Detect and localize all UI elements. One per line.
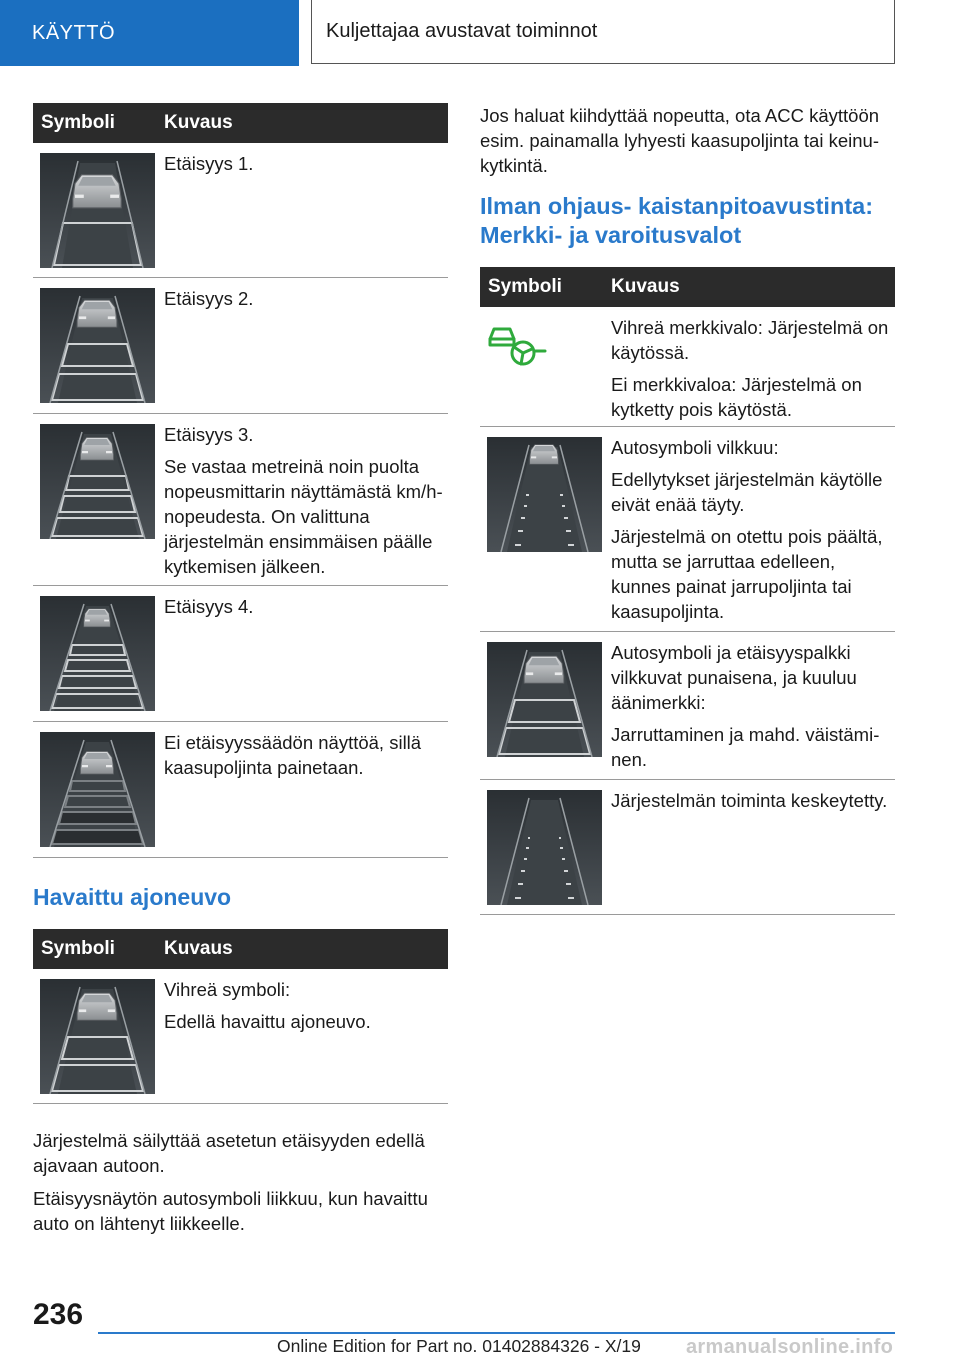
section-title: KÄYTTÖ xyxy=(32,21,116,44)
detected-vehicle-icon xyxy=(40,979,155,1094)
section-tab[interactable] xyxy=(0,0,299,66)
section-heading: Havaittu ajoneuvo xyxy=(33,884,232,910)
column-description: Kuvaus xyxy=(164,938,233,959)
table-row xyxy=(480,307,895,427)
distance-table-header xyxy=(33,103,448,143)
row-text: Autosymboli ja etäisyyspalkki vilkkuvat punaisena, ja kuuluu äänimerkki: xyxy=(611,642,857,713)
body-paragraph: Järjestelmä säilyttää asetetun etäisyyden edellä ajavaan autoon. xyxy=(33,1130,425,1176)
left-column xyxy=(33,103,448,1244)
table-row xyxy=(480,780,895,915)
indicator-table-header xyxy=(480,267,895,307)
row-text: Vihreä symboli: xyxy=(164,979,291,1000)
row-text: Autosymboli vilkkuu: xyxy=(611,437,779,458)
row-text: Etäisyys 2. xyxy=(164,288,254,309)
column-description: Kuvaus xyxy=(611,276,680,297)
footer-divider xyxy=(98,1332,895,1334)
table-row xyxy=(33,278,448,414)
steering-assist-green-icon xyxy=(487,321,549,367)
row-text: Edellä havaittu ajoneuvo. xyxy=(164,1011,371,1032)
distance-2-icon xyxy=(40,288,155,403)
row-text: Edellytykset järjestelmän käytölle eivät enää täyty. xyxy=(611,469,883,515)
row-text: Ei merkkivaloa: Järjestelmä on kytketty pois käytöstä. xyxy=(611,374,862,420)
table-row xyxy=(33,143,448,278)
row-text: Etäisyys 3. xyxy=(164,424,254,445)
car-symbol-flashing-icon xyxy=(487,437,602,552)
body-paragraph: Etäisyysnäytön autosymboli liikkuu, kun havaittu auto on lähtenyt liikkeelle. xyxy=(33,1188,428,1234)
table-row xyxy=(480,427,895,632)
car-symbol-red-icon xyxy=(487,642,602,757)
system-interrupted-icon xyxy=(487,790,602,905)
intro-paragraph: Jos haluat kiihdyttää nopeutta, ota ACC käyttöön esim. painamalla lyhyesti kaasupoljinta tai keinukytkintä. xyxy=(480,105,880,176)
column-description: Kuvaus xyxy=(164,112,233,133)
row-text: Jarruttaminen ja mahd. väistäminen. xyxy=(611,724,880,770)
section-heading: Ilman ohjaus- kaistanpitoavustinta: Merkki- ja varoitusvalot xyxy=(480,193,874,248)
column-symbol: Symboli xyxy=(41,938,115,959)
edition-text: Online Edition for Part no. 01402884326 - X/19 xyxy=(277,1336,641,1356)
watermark: armanualsonline.info xyxy=(686,1336,894,1358)
distance-3-icon xyxy=(40,424,155,539)
no-distance-control-icon xyxy=(40,732,155,847)
distance-4-icon xyxy=(40,596,155,711)
table-row xyxy=(480,632,895,780)
table-row xyxy=(33,414,448,586)
row-text: Ei etäisyyssäädön näyttöä, sillä kaasupoljinta painetaan. xyxy=(164,732,422,778)
table-row xyxy=(33,722,448,858)
row-text: Vihreä merkkivalo: Järjestelmä on käytössä. xyxy=(611,317,889,363)
row-text: Etäisyys 1. xyxy=(164,153,254,174)
chapter-header xyxy=(311,0,895,64)
detected-table-header xyxy=(33,929,448,969)
right-column xyxy=(480,103,895,915)
column-symbol: Symboli xyxy=(488,276,562,297)
row-text: Etäisyys 4. xyxy=(164,596,254,617)
column-symbol: Symboli xyxy=(41,112,115,133)
row-text: Se vastaa metreinä noin puolta nopeusmittarin näyttämästä km/h-nopeudesta. On valittuna järjestelmän ensimmäisen päälle kytkemisen jälkeen. xyxy=(164,456,443,577)
page-number: 236 xyxy=(33,1298,84,1331)
row-text: Järjestelmä on otettu pois päältä, mutta se jarruttaa edelleen, kunnes painat jarrupoljinta tai kaasupoljinta. xyxy=(611,526,883,622)
table-row xyxy=(33,586,448,722)
table-row xyxy=(33,969,448,1104)
row-text: Järjestelmän toiminta keskeytetty. xyxy=(611,790,888,811)
chapter-title: Kuljettajaa avustavat toiminnot xyxy=(326,20,598,42)
distance-1-icon xyxy=(40,153,155,268)
